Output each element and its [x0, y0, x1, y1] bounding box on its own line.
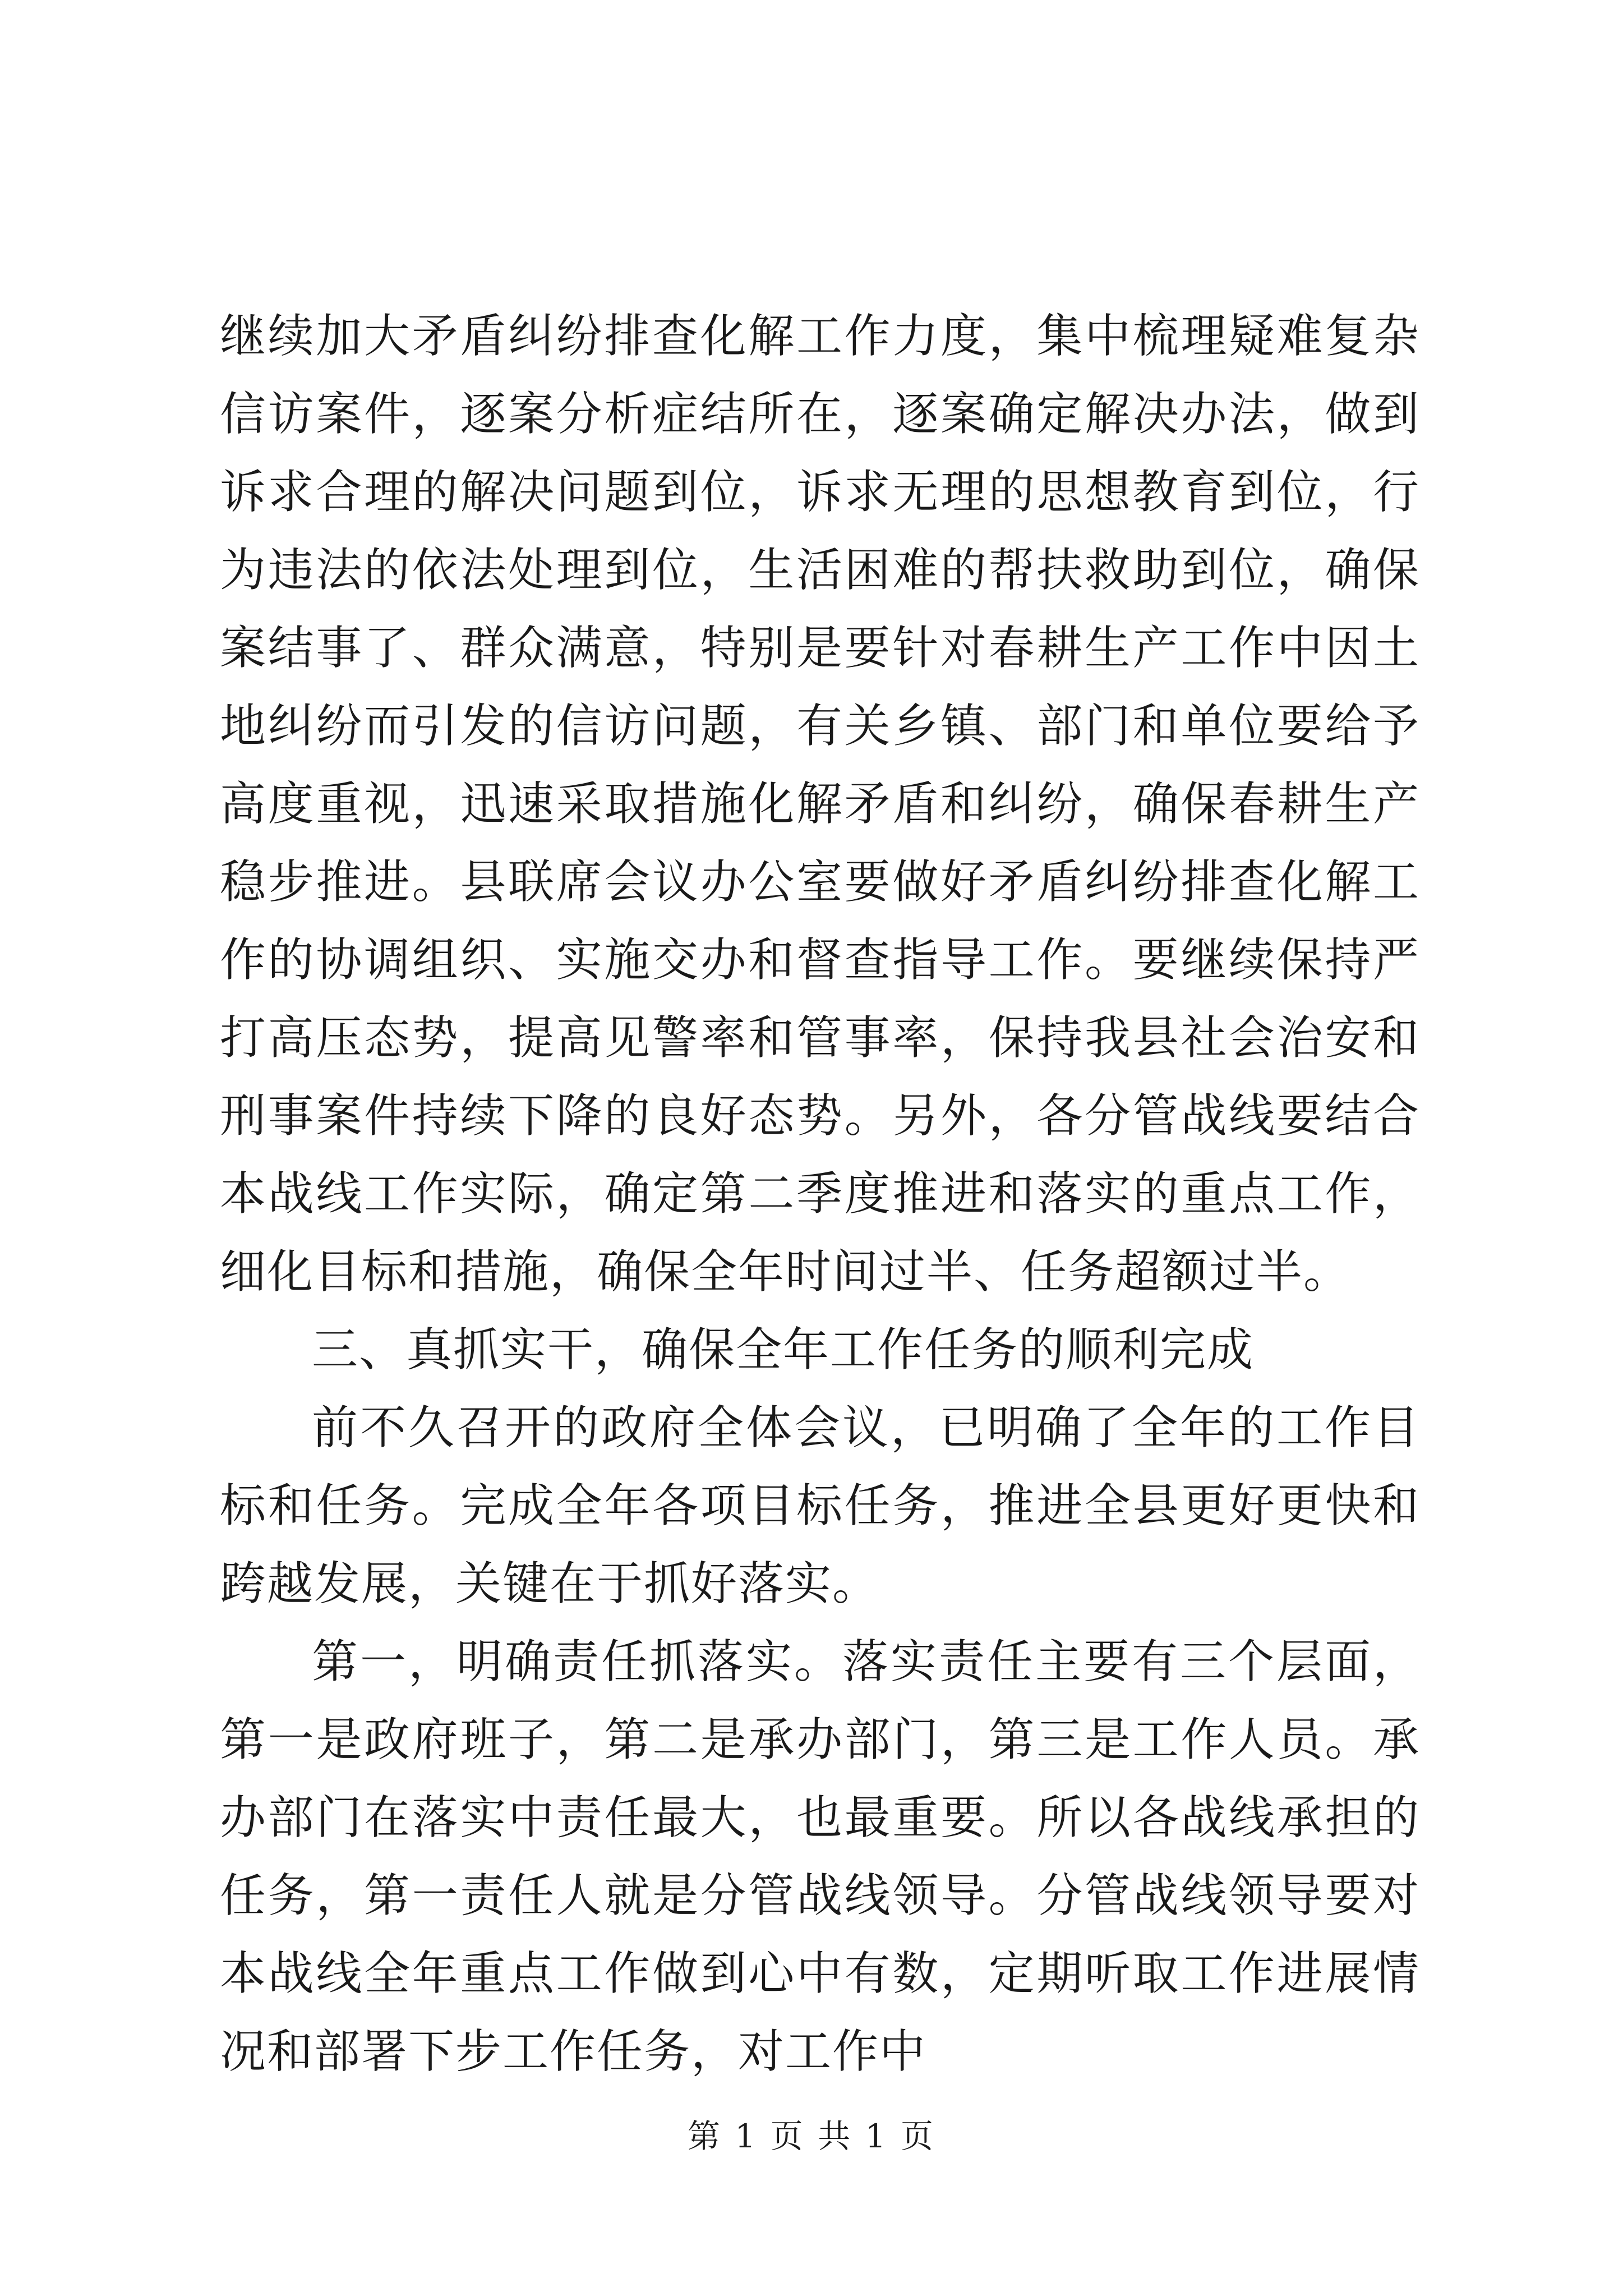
document-body [220, 297, 1420, 2091]
page-number-label: 第 1 页 共 1 页 [688, 2117, 935, 2155]
body-paragraph-2: 前不久召开的政府全体会议，已明确了全年的工作目标和任务。完成全年各项目标任务，推进全县更好更快和跨越发展，关键在于抓好落实。 [220, 1401, 1420, 1611]
page-footer [0, 2114, 1623, 2159]
body-paragraph-3: 第一，明确责任抓落实。落实责任主要有三个层面，第一是政府班子，第二是承办部门，第三是工作人员。承办部门在落实中责任最大，也最重要。所以各战线承担的任务，第一责任人就是分管战线领导。分管战线领导要对本战线全年重点工作做到心中有数，定期听取工作进展情况和部署下步工作任务，对工作中 [220, 1635, 1420, 2078]
body-paragraph-1: 继续加大矛盾纠纷排查化解工作力度，集中梳理疑难复杂信访案件，逐案分析症结所在，逐案确定解决办法，做到诉求合理的解决问题到位，诉求无理的思想教育到位，行为违法的依法处理到位，生活困难的帮扶救助到位，确保案结事了、群众满意，特别是要针对春耕生产工作中因土地纠纷而引发的信访问题，有关乡镇、部门和单位要给予高度重视，迅速采取措施化解矛盾和纠纷，确保春耕生产稳步推进。县联席会议办公室要做好矛盾纠纷排查化解工作的协调组织、实施交办和督查指导工作。要继续保持严打高压态势，提高见警率和管事率，保持我县社会治安和刑事案件持续下降的良好态势。另外，各分管战线要结合本战线工作实际，确定第二季度推进和落实的重点工作，细化目标和措施，确保全年时间过半、任务超额过半。 [220, 310, 1420, 1299]
section-heading-3: 三、真抓实干，确保全年工作任务的顺利完成 [312, 1323, 1255, 1377]
